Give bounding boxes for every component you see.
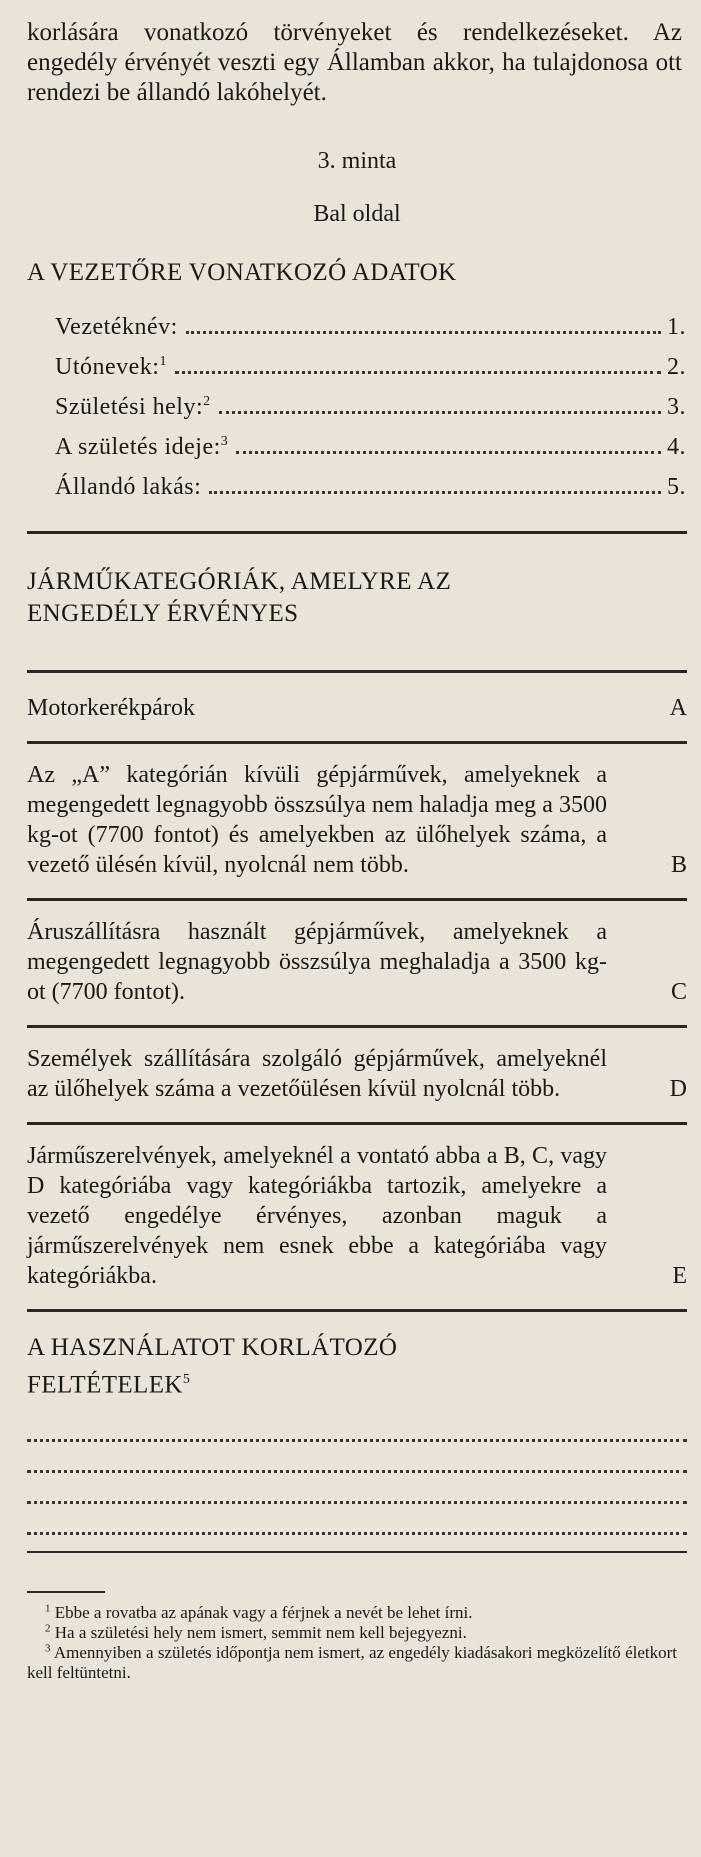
category-description: Személyek szállítására szolgáló gépjárművek, amelyeknél az ülőhelyek száma a vezetőülésen kívül nyolcnál több. [27,1046,607,1102]
category-letter: E [672,1263,687,1289]
field-residence [55,467,686,507]
footnotes [27,1603,687,1683]
footnote-mark: 5 [182,1372,191,1387]
field-label: Születési hely:$^2$ [55,394,211,420]
dotted-leader [209,491,661,494]
footnote-rule [27,1591,105,1593]
section-divider [27,670,687,673]
restrictions-heading-line2: FELTÉTELEK$^5$ [27,1371,191,1399]
footnote-mark: 2 [203,394,211,409]
footnote-mark: 1 [159,354,167,369]
side-label: Bal oldal [313,201,401,227]
section-divider [27,1551,687,1553]
sample-label: 3. minta [317,148,397,174]
section-divider [27,1309,687,1312]
field-given-names [55,347,686,387]
category-row-b [27,760,687,880]
field-number: 2. [667,354,686,380]
intro-paragraph: korlására vonatkozó törvényeket és rendelkezéseket. Az engedély érvényét veszti egy Államban akkor, ha tulajdonosa ott rendezi be állandó lakóhelyét. [27,19,682,106]
category-description: Áruszállításra használt gépjárművek, amelyeknek a megengedett legnagyobb összsúlya meghaladja a 3500 kg-ot (7700 fontot). [27,919,607,1005]
footnote-mark: 3 [220,434,229,449]
category-row-d [27,1044,687,1104]
categories-heading-line1: JÁRMŰKATEGÓRIÁK, AMELYRE AZ [27,568,452,595]
section-divider [27,531,687,534]
category-row-a [27,693,687,723]
category-description: Járműszerelvények, amelyeknél a vontató abba a B, C, vagy D kategóriába vagy kategóriákba tartozik, amelyekre a vezető engedélye érvényes, azonban maguk a járműszerelvények nem esnek ebbe a kategóriába vagy kategóriákba. [27,1143,607,1289]
field-label: A születés ideje:$^3$ [55,434,229,460]
category-letter: B [670,852,687,878]
footnote-3: $^3$ Amennyiben a születés időpontja nem ismert, az engedély kiadásakori megközelítő életkort kell feltüntetni. [27,1642,677,1683]
footnote-1: $^1$ Ebbe a rovatba az apának vagy a férjnek a nevét be lehet írni. [45,1602,473,1623]
restrictions-heading-line1: A HASZNÁLATOT KORLÁTOZÓ [27,1334,398,1361]
field-number: 5. [667,474,686,500]
field-label: Állandó lakás: [55,474,202,500]
field-surname [55,307,686,347]
field-label: Vezetéknév: [55,314,178,340]
categories-heading-line2: ENGEDÉLY ÉRVÉNYES [27,600,299,627]
section-divider [27,741,687,744]
categories-heading [27,566,687,630]
dotted-leader [186,331,661,334]
blank-dotted-line [27,1442,687,1473]
category-description: Motorkerékpárok [27,695,195,721]
category-letter: C [670,979,687,1005]
driver-data-heading: A VEZETŐRE VONATKOZÓ ADATOK [27,259,457,286]
dotted-leader [219,411,661,414]
blank-dotted-line [27,1411,687,1442]
dotted-leader [175,371,661,374]
field-number: 4. [667,434,686,460]
field-number: 3. [667,394,686,420]
section-divider [27,1122,687,1125]
field-birthdate [55,427,686,467]
section-divider [27,1025,687,1028]
category-row-c [27,917,687,1007]
category-letter: D [669,1076,687,1102]
section-divider [27,898,687,901]
blank-dotted-line [27,1504,687,1535]
field-label: Utónevek:$^1$ [55,354,167,380]
field-birthplace [55,387,686,427]
blank-dotted-line [27,1473,687,1504]
category-description: Az „A” kategórián kívüli gépjárművek, amelyeknek a megengedett legnagyobb összsúlya nem haladja meg a 3500 kg-ot (7700 fontot) és amelyekben az ülőhelyek száma, a vezető ülésén kívül, nyolcnál nem több. [27,762,607,878]
footnote-2: $^2$ Ha a születési hely nem ismert, semmit nem kell bejegyezni. [45,1622,467,1643]
dotted-leader [236,451,661,454]
category-row-e [27,1141,687,1291]
restrictions-heading [27,1332,687,1401]
field-number: 1. [667,314,686,340]
driver-fields [27,307,686,507]
category-letter: A [669,695,687,721]
restrictions-blank-lines [27,1411,687,1535]
